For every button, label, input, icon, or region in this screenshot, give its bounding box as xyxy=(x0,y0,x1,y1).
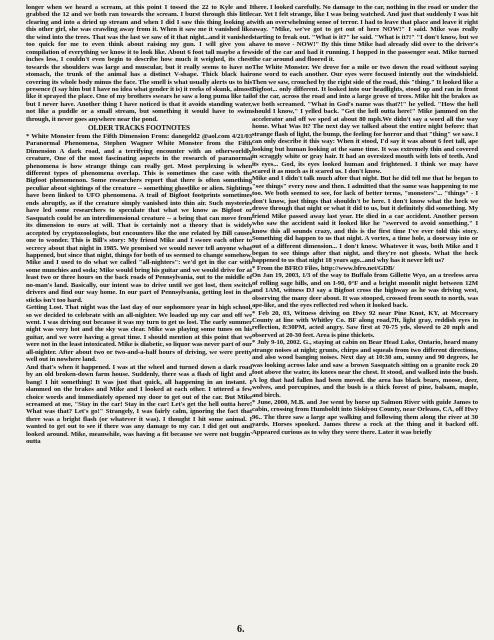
paragraph: * July 9-10, 2002. G., staying at cabin on Bear Head Lake, Ontario, heard many strange noises at night; grunts, chirps and squeals from two different directions, and also wood banging noises. Next day at 10:30 am, sunny and 90 degrees, he was looking across lake and saw a brown Sasquatch sitting on a granite rock 20 foot above the water, its knees near the chest. It stood, and walked into the bush. A log that had fallen had been moved. the area has black bears, moose, deer, wolves, and porcupines, and the bush is a thick forest of pine, balsam, maple, and birch. xyxy=(252,339,478,399)
paragraph: The White Monster. We drove for a mile or two down the road without saying one word to each another. Our eyes were focused intently out the windshield. Then we saw, crouched by the right side of the road, this "thing." It looked like a Bigfoot... only different. It looked into our headlights, stood up and ran in front of the car, across the road and into a large grove of trees. Mike hit the brakes as we both screamed. "What in God's name was that?!" he yelled. "How the hell should I know," I yelled back. "Get the hell outta here!" Mike jammed on the accelerator and off we sped at about 80 mph.We didn't say a word all the way home. What Was It? The next day we talked about the entire night before: that strange flash of light, the bump, the feeling for horror and that "thing" we saw. I can only describe it this way: When it stood, I'd say it was about 6 feet tall, ape looking but human looking at the same time. It was extremely thin and covered in scraggly white or gray hair. It had an oversized mouth with lots of teeth. And its eyes... God, its eyes looked human and frightened. I think we may have scared it as much as it scared us. I don't know. xyxy=(252,63,478,175)
paragraph: * June, 2000, M.B. and Joe went by horse up Salmon River with guide James to cabin, crossing from Humboldt into Siskiyou County, near Orleans, CA, off Hwy 96.. The three saw a large ape walking and following them along the river at 30 yards. Horses spooked. James threw a rock at the thing and it backed off. Appeared curious as to why they were there. Later it was briefly xyxy=(252,399,478,436)
paragraph: * From the BFRO Files, http://www.bfro.net/GDB/ xyxy=(252,264,395,272)
paragraph: On Jan 19, 2003, 1/3 of the way to Buffalo from Gillette Wyo, an a treeless area of rolling sage hills, and on I-90, 0°F and a bright moonlit night between 12M and 1AM, witness DJ say a Bigfoot cross the highway as he was driving west, observing the many deer about. It was stooped, crossed from south to north, was ape-like, and the eyes reflected red when it looked back. xyxy=(252,272,478,310)
paragraph: longer when we heard a scream, at this point I tossed the 22 to Kyle and I grabbed the 12 and we both ran towards the scream. I burst through this little clearing and into a dried up stream and when I did I saw this thing looking at this other girl, she was crawling away from it. When it saw me it vanished like the wind into the trees. That was the last we saw of it that night...and it vanished too quick for me to even think about raising my gun. I will give you a compilation of everything we know it to look like. About 6 foot tall maybe a few inches less, I couldn't even begin to describe how much it weighed, its chest towards the shoulders was large and muscular, but it really seems to have no stomach, the trunk of the animal has a distinct V-shape. Thick black hair covering its whole body minus the face. The smell is what usually alerts us to his presence (I say him but I have no idea what gender it is) it reeks of skunk, almost like it sprayed the place. One of my brothers swears he saw a long puma like tail but I never have. Another thing I have noticed is that it avoids standing water, not like a puddle or a small stream, but something it would have to swim through, it never goes anywhere near the pond. xyxy=(26,4,252,123)
paragraph: And that's when it happened. I was at the wheel and turned down a dark road by an old broken-down farm house. Suddenly, there was a flash of light and a bang! I hit something! It was just that quick, all happening in an instant. I slammed on the brakes and Mike and I looked at each other. I uttered a few choice words and immediately opened my door to get out of the car. But Mike screamed at me, "Stay in the car! Stay in the car! Let's get the hell outta here! What was that? Let's go!" Strangely, I was fairly calm, ignoring the fact that there was a bright flash (or whatever it was). I thought I hit some animal. I wanted to get out to see if there was any damage to my car. I did get out and looked around. Mike, meanwhile, was having a fit because we were not buggin' outta xyxy=(26,363,252,446)
paragraph: * White Monster from the Fifth Dimension From: danegeld2 @aol.com 4/21/03 Paranormal Phenomena, Stephen Wagner White Monster from the Fifth Dimension A dark road, and a terrifying encounter with an otherworldly creature, One of the most fascinating aspects in the research of paranormal phenomena is how strange things can really get. Most perplexing is when different types of phenomena overlap. This is sometimes the case with the Bigfoot phenomenon. Some researchers report that there is often something peculiar about sightings of the creature -- something ghostlike or alien. Sightings have been linked to UFO phenomena. A trail of Bigfoot footprints sometimes ends abruptly, as if the creature simply vanished into thin air. Such mysteries have led some researchers to speculate that what we know as Bigfoot or Sasquatch could be an interdimensional creature -- a being that can move from its dimension to ours at will. That is certainly not a theory that is widely accepted by cryptozoologists, but encounters like the one related by Bill causes one to wonder. This is Bill's story: My friend Mike and I swore each other to secrecy about that night in 1985. We promised we would never tell anyone what happened, but since that night, things for both of us seemed to change somehow. Mike and I used to do what we called "all-nighters": we'd get in the car with some munchies and soda; Mike would bring his guitar and we would drive for at least two or three hours on the back roads of Pennsylvania, out to the middle of no-man's land. Basically, our intent was to drive until we got lost, then switch drivers and find our way home. In our part of Pennsylvania, getting lost in the sticks isn't too hard. xyxy=(26,132,252,304)
left-column xyxy=(26,4,252,446)
paragraph: * Feb 20, 03, Witness driving on Hwy 92 near Pine Knot, KY, at Mccreary County at line with Whitley Co. BF along road,7ft, light gray, reddish eyes in reflection, 8:30PM, acted angry. Saw first at 70-75 yds, slowed to 20 mph and observed at 20-30 feet. Area is pine thickets. xyxy=(252,309,478,339)
page-number: 6. xyxy=(237,624,245,635)
section-heading: OLDER TRACKS FOOTNOTES xyxy=(88,124,190,133)
right-column xyxy=(252,4,478,436)
paragraph: Getting Lost. That night was the last day of our sophomore year in high school, so we decided to celebrate with an all-nighter. We loaded up my car and off we went. I was driving out because it was my turn to get us lost. The early summer night was very hot and the sky was clear. Mike was playing some tunes on his guitar, and we were having a great time. I should mention at this point that we were not in the least intoxicated. Mike is diabetic, so liquor was never part of our all-nighter. After about two or two-and-a-half hours of driving, we were pretty well out in nowhere land. xyxy=(26,304,252,364)
paragraph: Mike and I didn't talk much after that night. But he did tell me that he began to "see things" every now and then. I admitted that the same was happening to me too. We both seemed to see, for lack of better terms, "monsters"... "things" - I don't know, just things that shouldn't be here. I don't know what the heck we drove through that night or what it did to us, but it definitely did something. My friend Mike passed away last year. He died in a car accident. Another person who saw the accident said it looked like he "swerved to avoid something." I know this all sounds crazy, and this is the first time I've ever told this story. Something did happen to us that night. A vortex, a time hole, a doorway into or out of a different dimension... I don't know. Whatever it was, both Mike and I began to see things after that night, and they're not ghosts. What the heck happened to us that night 18 years ago...and why has it never left us? xyxy=(252,175,478,265)
paragraph: there. I looked carefully. No damage to the car, nothing in the road or under the car. Yet I felt strange, like I was being watched. And just that suddenly I was hit with an overwhelming sense of terror. I had to leave that place and leave it right away. "Mike, we've got to get out of here NOW!" I said. Mike was really starting to freak out. "What is it?" he said. "What is it?!" "I don't know, but we have to move - NOW!" By this time Mike had already slid over to the driver's side of the car and had it running. I hopped in the passenger seat. Mike turned the car around and floored it. xyxy=(252,4,478,64)
